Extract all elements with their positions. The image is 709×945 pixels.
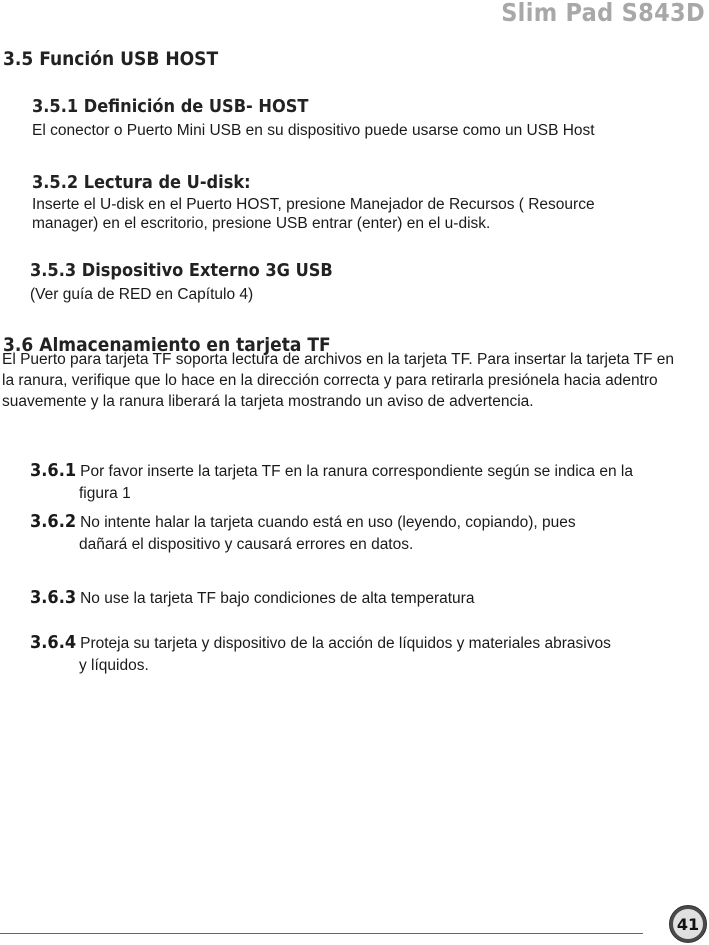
item-text-continued: figura 1	[79, 485, 131, 502]
section-3-5-2-title: 3.5.2 Lectura de U-disk:	[32, 172, 251, 193]
list-item-3-6-4	[30, 631, 611, 678]
item-text: No use la tarjeta TF bajo condiciones de alta temperatura	[80, 590, 475, 607]
item-number: 3.6.3	[30, 587, 77, 608]
section-3-5-2-line1: Inserte el U-disk en el Puerto HOST, presione Manejador de Recursos ( Resource	[32, 196, 595, 213]
section-3-5-2-line2: manager) en el escritorio, presione USB entrar (enter) en el u-disk.	[32, 215, 491, 232]
header-brand: Slim Pad S843D	[501, 0, 705, 27]
section-3-5-title: 3.5 Función USB HOST	[3, 48, 219, 70]
section-3-5-3-text: (Ver guía de RED en Capítulo 4)	[30, 286, 254, 303]
section-3-6-title: 3.6 Almacenamiento en tarjeta TF	[3, 334, 331, 356]
footer-divider	[0, 933, 643, 934]
section-3-5-1-text: El conector o Puerto Mini USB en su dispositivo puede usarse como un USB Host	[32, 122, 595, 139]
item-text-continued: dañará el dispositivo y causará errores en datos.	[79, 536, 414, 553]
section-3-5-1-title: 3.5.1 Definición de USB- HOST	[32, 96, 309, 117]
item-text: Por favor inserte la tarjeta TF en la ranura correspondiente según se indica en la	[80, 463, 633, 480]
item-number: 3.6.2	[30, 511, 77, 532]
item-text: Proteja su tarjeta y dispositivo de la acción de líquidos y materiales abrasivos	[80, 635, 611, 652]
list-item-3-6-3	[30, 586, 474, 611]
paragraph-line: la ranura, verifique que lo hace en la dirección correcta y para retirarla presiónela hacia adentro	[2, 372, 658, 389]
paragraph-line: El Puerto para tarjeta TF soporta lectura de archivos en la tarjeta TF. Para insertar la tarjeta TF en	[2, 351, 674, 368]
list-item-3-6-2	[30, 510, 576, 557]
item-text-continued: y líquidos.	[79, 657, 149, 674]
item-number: 3.6.1	[30, 460, 77, 481]
page-number: 41	[673, 909, 703, 939]
paragraph-line: suavemente y la ranura liberará la tarjeta mostrando un aviso de advertencia.	[2, 393, 534, 410]
section-3-5-3-title: 3.5.3 Dispositivo Externo 3G USB	[30, 260, 333, 281]
list-item-3-6-1	[30, 459, 633, 506]
page-number-badge	[669, 905, 707, 943]
item-number: 3.6.4	[30, 632, 77, 653]
item-text: No intente halar la tarjeta cuando está en uso (leyendo, copiando), pues	[80, 514, 576, 531]
